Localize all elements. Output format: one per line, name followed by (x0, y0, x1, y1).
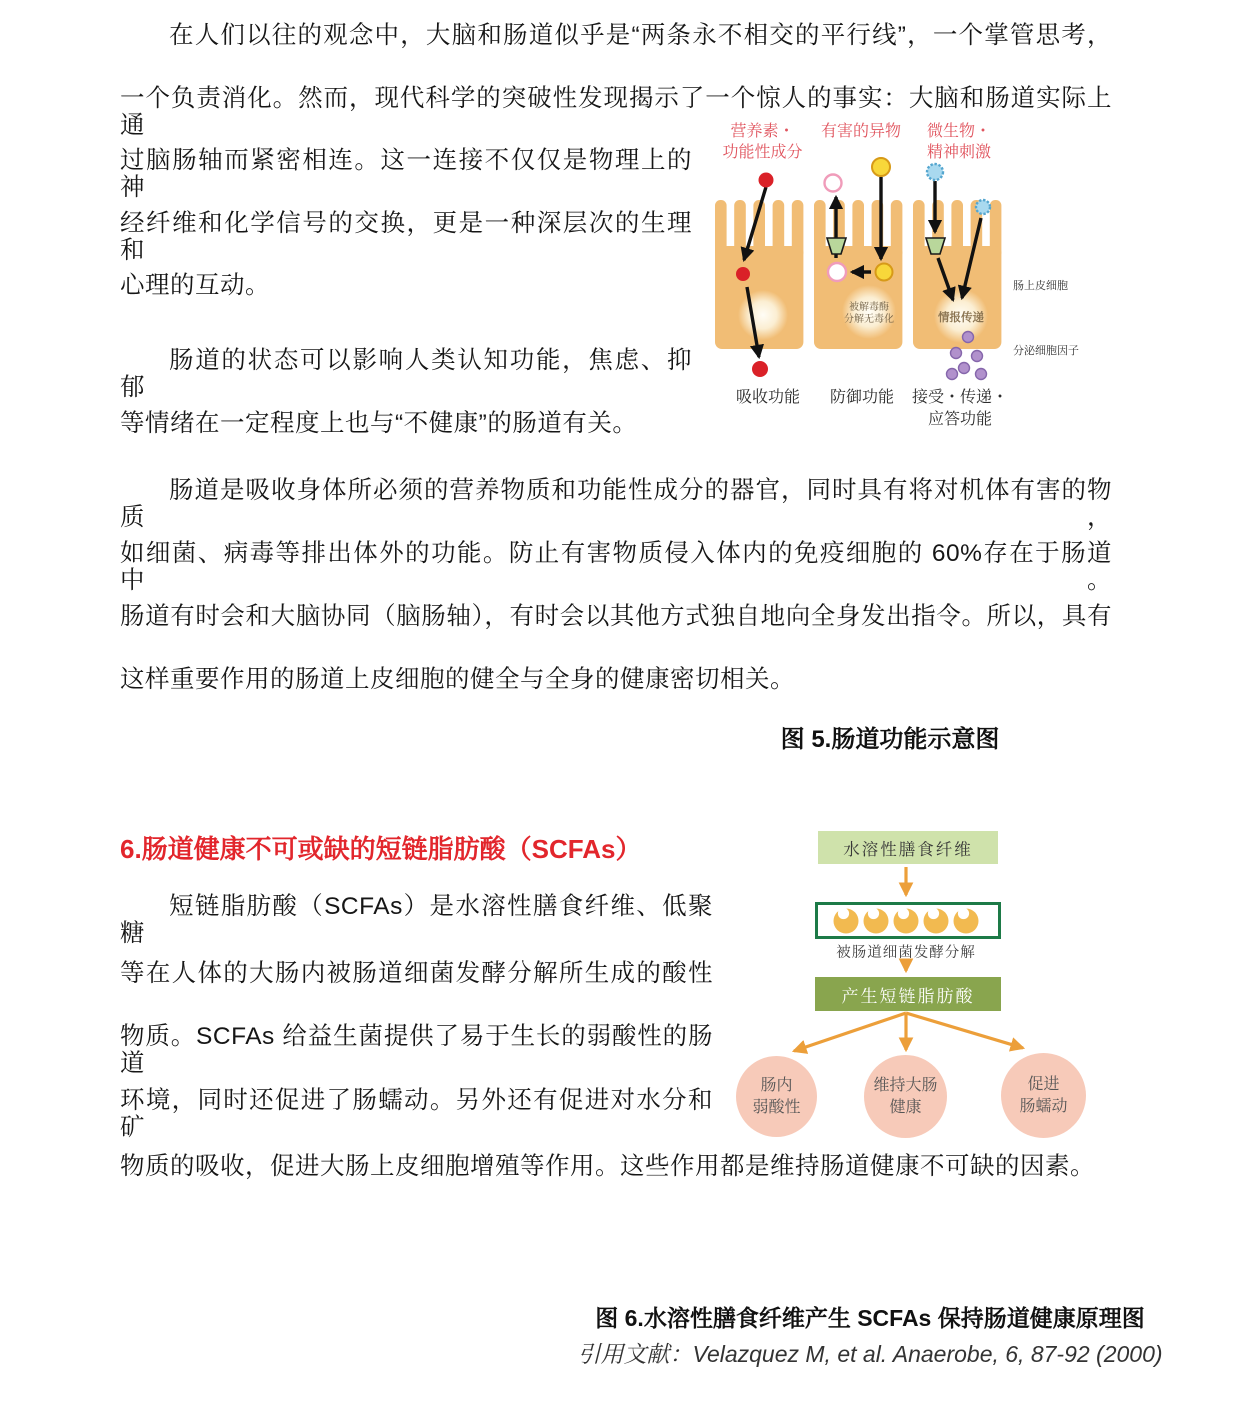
label-cytokine: 分泌细胞因子 (1013, 345, 1079, 357)
fiber-box: 水溶性膳食纤维 (818, 831, 998, 864)
label-nutrients (705, 121, 820, 163)
paragraph4-line3: 物质。SCFAs 给益生菌提供了易于生长的弱酸性的肠道 (120, 1023, 713, 1077)
label-microbe-line1: 微生物・ (926, 123, 991, 140)
paragraph1-line2: 一个负责消化。然而，现代科学的突破性发现揭示了一个惊人的事实：大脑和肠道实际上通 (120, 85, 1112, 139)
label-defense-function: 防御功能 (829, 389, 894, 406)
cell-glow-absorption (738, 290, 788, 340)
paragraph1-line3: 过脑肠轴而紧密相连。这一连接不仅仅是物理上的神 (120, 147, 692, 201)
label-nutrients-line1: 营养素・ (730, 123, 795, 140)
outcome-peristalsis-line2: 肠蠕动 (1019, 1097, 1068, 1115)
label-microbe-line2: 精神刺激 (926, 144, 991, 161)
label-microbe (903, 121, 1015, 163)
detox-cell-text-line1: 被解毒酶 (849, 302, 889, 313)
paragraph1-line5: 心理的互动。 (120, 272, 270, 299)
info-cell-text: 情报传递 (938, 312, 984, 324)
figure6-scfa-flow-diagram (730, 820, 1140, 1150)
outcome-colon-line1: 维持大肠 (873, 1076, 938, 1094)
gut-bacteria-icons (834, 908, 979, 934)
flow-arrows-orange (794, 867, 1023, 1051)
label-harmful: 有害的异物 (820, 123, 901, 140)
section6-heading: 6.肠道健康不可或缺的短链脂肪酸（SCFAs） (120, 834, 642, 864)
paragraph4-line2: 等在人体的大肠内被肠道细菌发酵分解所生成的酸性 (120, 960, 713, 987)
paragraph3-line4: 这样重要作用的肠道上皮细胞的健全与全身的健康密切相关。 (120, 666, 795, 693)
figure5-caption: 图 5.肠道功能示意图 (780, 726, 1000, 753)
outcome-colon-line2: 健康 (889, 1098, 922, 1116)
label-absorb-function: 吸收功能 (735, 389, 800, 406)
ferment-label: 被肠道细菌发酵分解 (836, 945, 976, 961)
paragraph2-line2: 等情绪在一定程度上也与“不健康”的肠道有关。 (120, 410, 638, 437)
paragraph2-line1: 肠道的状态可以影响人类认知功能，焦虑、抑郁 (120, 347, 692, 401)
label-nutrients-line2: 功能性成分 (722, 144, 803, 161)
outcome-acidity-line1: 肠内 (760, 1076, 793, 1094)
label-receive-line1: 接受・传递・ (911, 389, 1008, 406)
paragraph3-line2: 如细菌、病毒等排出体外的功能。防止有害物质侵入体内的免疫细胞的 60%存在于肠道中。 (120, 540, 1112, 594)
paragraph1-line1: 在人们以往的观念中，大脑和肠道似乎是“两条永不相交的平行线”，一个掌管思考， (169, 22, 1112, 49)
paragraph3-line3: 肠道有时会和大脑协同（脑肠轴），有时会以其他方式独自地向全身发出指令。所以，具有 (120, 603, 1112, 630)
paragraph3-line1: 肠道是吸收身体所必须的营养物质和功能性成分的器官，同时具有将对机体有害的物质， (120, 477, 1112, 531)
figure6-caption: 图 6.水溶性膳食纤维产生 SCFAs 保持肠道健康原理图 (595, 1305, 1145, 1331)
label-receive-line2: 应答功能 (927, 411, 992, 428)
outcome-peristalsis-line1: 促进 (1027, 1075, 1060, 1093)
paragraph4-line4: 环境，同时还促进了肠蠕动。另外还有促进对水分和矿 (120, 1087, 713, 1141)
scfa-box: 产生短链脂肪酸 (815, 977, 1001, 1011)
outcome-acidity-line2: 弱酸性 (752, 1098, 801, 1116)
detox-cell-text-line2: 分解无毒化 (844, 314, 894, 325)
paragraph4-line1: 短链脂肪酸（SCFAs）是水溶性膳食纤维、低聚糖 (120, 893, 713, 947)
paragraph1-line4: 经纤维和化学信号的交换，更是一种深层次的生理和 (120, 210, 692, 264)
figure6-citation: 引用文献：Velazquez M, et al. Anaerobe, 6, 87-92 (2000) (577, 1341, 1163, 1367)
label-receive-function (896, 387, 1024, 431)
paragraph4-line5: 物质的吸收，促进大肠上皮细胞增殖等作用。这些作用都是维持肠道健康不可缺的因素。 (120, 1153, 1095, 1180)
label-epithelium: 肠上皮细胞 (1013, 280, 1068, 292)
